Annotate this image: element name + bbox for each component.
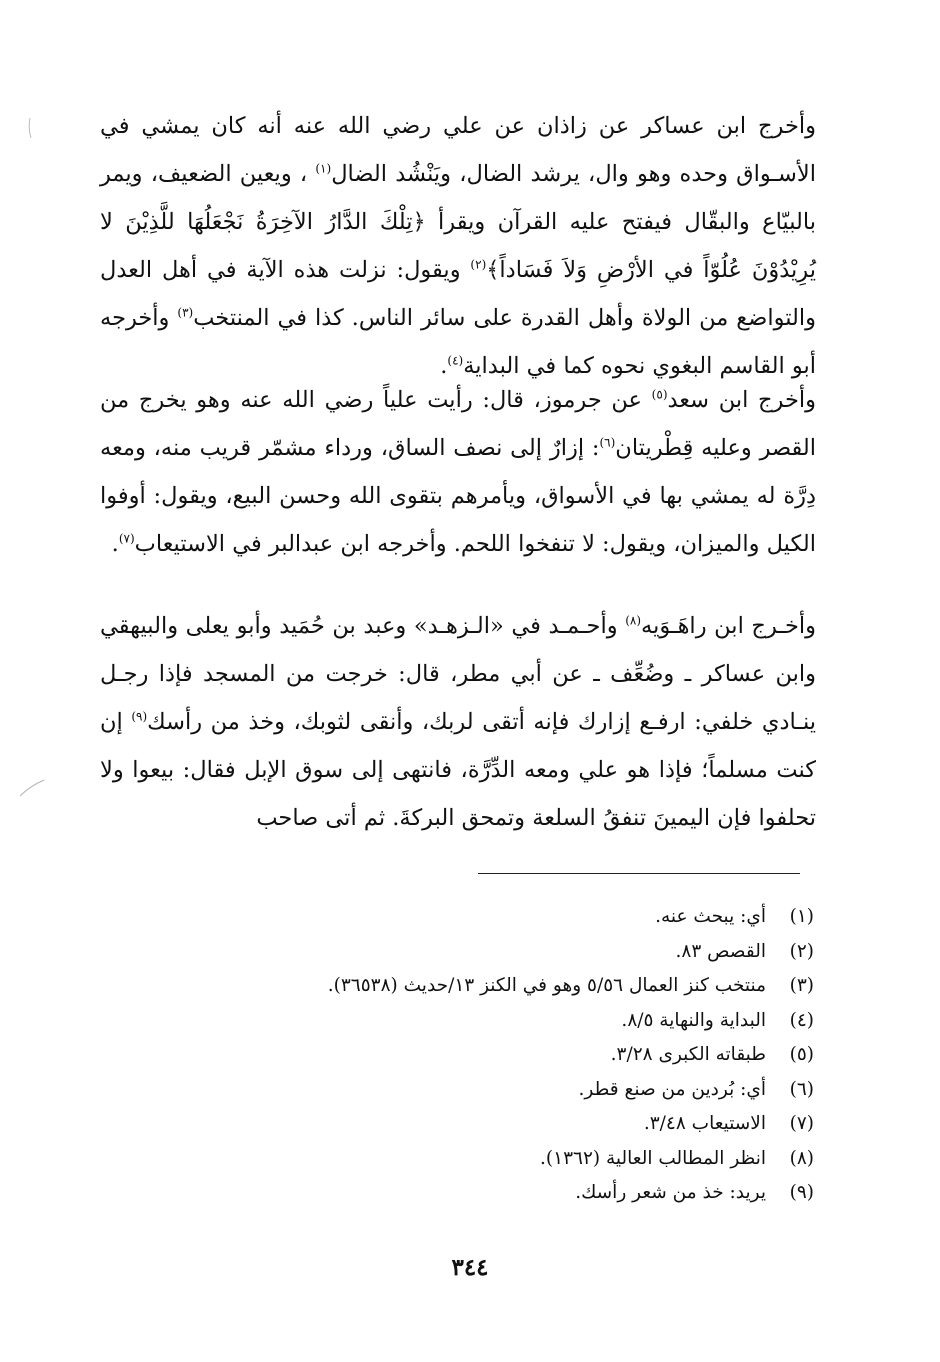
footnote-item <box>200 1107 814 1142</box>
footnote-number: (٢) <box>789 940 814 962</box>
footnotes-list <box>200 900 814 1211</box>
paragraph-text: . <box>440 353 448 379</box>
footnote-reference: (٧) <box>118 531 135 546</box>
footnote-reference: (٩) <box>131 709 148 724</box>
paragraph-text: وأحـمـد في «الـزهـد» وعبد بن حُمَيد وأبو يعلى والبيهقي وابن عساكر ـ وضُعِّف ـ عن أبي مطر، قال: خرجت من المسجد فإذا رجـل ينـادي خلفي: ارفـع إزارك فإنه أتقى لربك، وأنقى لثوبك، وخذ من رأسك <box>100 613 816 735</box>
footnote-item <box>200 900 814 935</box>
body-paragraph-1 <box>100 102 816 390</box>
footnote-item <box>200 1004 814 1039</box>
footnote-reference: (٨) <box>625 613 642 628</box>
footnote-text: طبقاته الكبرى ٣/٢٨. <box>610 1044 766 1065</box>
paragraph-text: عن جرموز، قال: رأيت علياً رضي الله عنه وهو يخرج من القصر وعليه قِطْريتان <box>100 387 816 461</box>
footnote-text: البداية والنهاية ٨/٥. <box>621 1009 766 1031</box>
footnote-text: منتخب كنز العمال ٥/٥٦ وهو في الكنز ١٣/حديث (٣٦٥٣٨). <box>327 975 766 996</box>
footnote-reference: (١) <box>315 161 332 176</box>
footnote-reference: (٢) <box>470 257 487 272</box>
footnote-item <box>200 935 814 970</box>
page-number: ٣٤٤ <box>451 1254 489 1281</box>
paragraph-text: وأخرجه أبو القاسم البغوي نحوه كما في البداية <box>100 305 816 379</box>
body-paragraph-2 <box>100 376 816 568</box>
footnote-reference: (٣) <box>177 305 194 320</box>
footnote-item <box>200 1142 814 1177</box>
footnote-reference: (٦) <box>599 435 616 450</box>
footnote-reference: (٤) <box>447 353 464 368</box>
paragraph-text: ويقول: نزلت هذه الآية في أهل العدل والتواضع من الولاة وأهل القدرة على سائر الناس. كذا في المنتخب <box>100 257 816 331</box>
footnote-item <box>200 969 814 1004</box>
footnote-number: (٣) <box>789 975 814 996</box>
footnote-number: (٥) <box>789 1044 814 1065</box>
footnote-number: (٨) <box>789 1147 814 1169</box>
scan-mark <box>18 776 46 800</box>
footnote-separator <box>478 873 800 874</box>
footnote-text: انظر المطالب العالية (١٣٦٢). <box>540 1147 766 1169</box>
paragraph-text: وأخرج ابن سعد <box>667 387 816 413</box>
footnote-text: أي: يبحث عنه. <box>655 906 766 927</box>
paragraph-text: وأخـرج ابن راهَـوَيه <box>641 613 816 639</box>
paragraph-text: : إزارٌ إلى نصف الساق، ورداء مشمّر قريب منه، ومعه دِرَّة له يمشي بها في الأسواق، ويأمرهم بتقوى الله وحسن البيع، ويقول: أوفوا الكيل والميزان، ويقول: لا تنفخوا اللحم. وأخرجه ابن عبدالبر في الاستيعاب <box>100 435 816 557</box>
paragraph-text: إن كنت مسلماً؛ فإذا هو علي ومعه الدِّرَّة، فانتهى إلى سوق الإبل فقال: بيعوا ولا تحلفوا فإن اليمينَ تنفقُ السلعة وتمحق البركةَ. ثم أتى صاحب <box>100 709 816 831</box>
paragraph-text: وأخرج ابن عساكر عن زاذان عن علي رضي الله عنه أنه كان يمشي في الأسـواق وحده وهو وال، يرشد الضال، ويَنْشُد الضال <box>100 113 816 187</box>
footnote-text: أي: بُردين من صنع قطر. <box>578 1078 766 1100</box>
footnote-number: (٧) <box>789 1113 814 1134</box>
footnote-number: (٤) <box>789 1009 814 1031</box>
footnote-text: القصص ٨٣. <box>675 940 766 962</box>
footnote-item <box>200 1073 814 1108</box>
footnote-reference: (٥) <box>651 387 668 402</box>
footnote-number: (١) <box>789 906 814 927</box>
footnote-number: (٩) <box>789 1182 814 1203</box>
footnote-item <box>200 1038 814 1073</box>
paragraph-text: ، ويعين الضعيف، ويمر بالبيّاع والبقّال فيفتح عليه القرآن ويقرأ ﴿تِلْكَ الدَّارُ الآخِرَةُ نَجْعَلُهَا للَّذِيْنَ لا يُرِيْدُوْنَ عُلُوّاً في الأرْضِ وَلاَ فَسَاداً﴾ <box>100 161 816 283</box>
footnote-text: يريد: خذ من شعر رأسك. <box>575 1182 766 1203</box>
footnote-number: (٦) <box>789 1078 814 1100</box>
scan-mark <box>22 116 34 140</box>
footnote-text: الاستيعاب ٣/٤٨. <box>643 1113 766 1134</box>
footnote-item <box>200 1176 814 1211</box>
body-paragraph-3 <box>100 602 816 842</box>
paragraph-text: . <box>111 531 119 557</box>
